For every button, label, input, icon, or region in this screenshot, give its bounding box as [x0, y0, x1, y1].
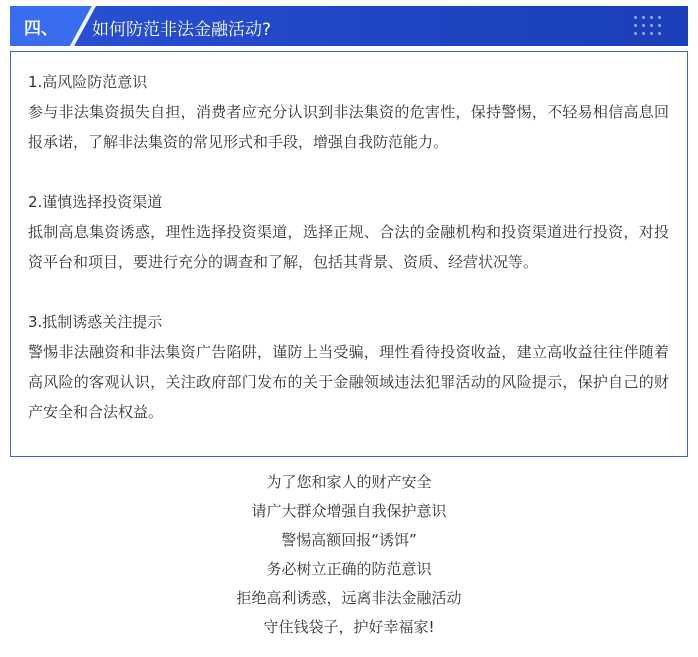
dot-grid-decoration	[630, 10, 670, 42]
section-body: 警惕非法融资和非法集资广告陷阱，谨防上当受骗，理性看待投资收益，建立高收益往往伴随着高风险的客观认识，关注政府部门发布的关于金融领域违法犯罪活动的风险提示，保护自己的财产安全和合法权益。	[28, 343, 669, 421]
slogan-line: 为了您和家人的财产安全	[266, 473, 432, 491]
section-heading: 3.抵制诱惑关注提示	[28, 313, 163, 331]
section-heading: 2.谨慎选择投资渠道	[28, 193, 163, 211]
slogan-line: 警惕高额回报“诱饵”	[281, 531, 417, 549]
slogan-block	[0, 468, 698, 642]
content-box	[10, 51, 688, 457]
section-body: 参与非法集资损失自担，消费者应充分认识到非法集资的危害性，保持警惕，不轻易相信高息回报承诺，了解非法集资的常见形式和手段，增强自我防范能力。	[28, 103, 669, 151]
slogan-line: 请广大群众增强自我保护意识	[251, 502, 447, 520]
section-1	[28, 67, 669, 157]
slogan-line: 守住钱袋子，护好幸福家!	[263, 618, 435, 636]
section-3	[28, 307, 669, 427]
section-number: 四、	[24, 19, 58, 39]
slogan-line: 拒绝高利诱惑，远离非法金融活动	[236, 589, 462, 607]
section-2	[28, 187, 669, 277]
section-body: 抵制高息集资诱惑，理性选择投资渠道，选择正规、合法的金融机构和投资渠道进行投资，对投资平台和项目，要进行充分的调查和了解，包括其背景、资质、经营状况等。	[28, 223, 669, 271]
section-header-banner	[10, 6, 688, 46]
slogan-line: 务必树立正确的防范意识	[266, 560, 432, 578]
section-heading: 1.高风险防范意识	[28, 73, 148, 91]
section-title: 如何防范非法金融活动?	[92, 20, 272, 40]
